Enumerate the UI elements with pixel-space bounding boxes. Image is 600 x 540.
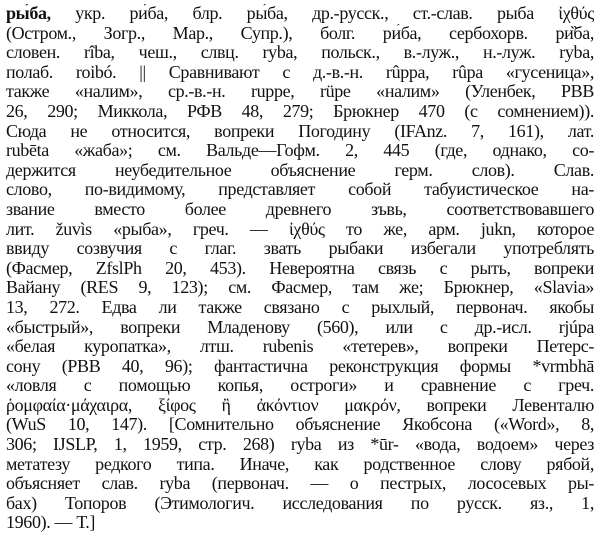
text-line: держится неубедительное объяснение герм. слов). Слав.: [6, 160, 594, 180]
text-line: «белая куропатка», лтш. rubenis «тетерев», вопреки Петерс-: [6, 337, 594, 357]
text-line: (Остром., Зогр., Мар., Супр.), болг. ри́ба, сербохорв. ри̏ба,: [6, 23, 594, 43]
text-line: сону (PBB 40, 96); фантастична реконструкция формы *vrmbhā: [6, 356, 594, 376]
text-line: ввиду созвучия с глаг. звать рыбаки избегали употреблять: [6, 239, 594, 259]
text-line: [6, 4, 594, 24]
text-line: (Фасмер, ZfslPh 20, 453). Невероятна связь с рыть, вопреки: [6, 258, 594, 278]
text-line: метатезу редкого типа. Иначе, как родственное слову рябой,: [6, 454, 594, 474]
text-line: бах) Топоров (Этимологич. исследования по русск. яз., 1,: [6, 493, 594, 513]
text-line: Вайану (RES 9, 123); см. Фасмер, там же; Брюкнер, «Slavia»: [6, 278, 594, 298]
text-line: объясняет слав. ryba (первонач. — о пестрых, лососевых ры-: [6, 474, 594, 494]
text-line: «ловля с помощью копья, остроги» и сравнение с греч.: [6, 376, 594, 396]
text-line: 1960). — Т.]: [6, 513, 95, 533]
text-line: 26, 290; Миккола, РФВ 48, 279; Брюкнер 470 (с сомнением)).: [6, 101, 594, 121]
text-line: слово, по-видимому, представляет собой табуистическое на-: [6, 180, 594, 200]
text-line: 13, 272. Едва ли также связано с рыхлый, первонач. якобы: [6, 297, 594, 317]
text-line: «быстрый», вопреки Младенову (560), или с др.-исл. rjúpa: [6, 317, 594, 337]
line-text: укр. ри́ба, блр. ры́ба, др.-русск., ст.-слав. рыба ἰχθύς: [75, 4, 594, 23]
text-line: ῥομφαία·μάχαιρα, ξίφος ἢ ἀκόντιον μακρόν, вопреки Левенталю: [6, 395, 594, 415]
text-line: rubēta «жаба»; см. Вальде—Гофм. 2, 445 (где, однако, со-: [6, 141, 594, 161]
text-line: полаб. roibó. || Сравнивают с д.-в.-н. rûppa, rûpa «гусеница»,: [6, 62, 594, 82]
headword: ры́ба,: [6, 4, 51, 23]
text-line: звание вместо более древнего зъвь, соответствовавшего: [6, 199, 594, 219]
text-line: лит. žuvìs «рыба», греч. — ἰχθύς то же, арм. jukn, которое: [6, 219, 594, 239]
text-line: также «налим», ср.-в.-н. ruppe, rüpe «налим» (Уленбек, PBB: [6, 82, 594, 102]
text-line: 306; IJSLP, 1, 1959, стр. 268) ryba из *ūr- «вода, водоем» через: [6, 435, 594, 455]
text-line: (WuS 10, 147). [Сомнительно объяснение Якобсона («Word», 8,: [6, 415, 594, 435]
text-line: Сюда не относится, вопреки Погодину (IFAnz. 7, 161), лат.: [6, 121, 594, 141]
text-line: словен. rîba, чеш., слвц. ryba, польск., в.-луж., н.-луж. ryba,: [6, 43, 594, 63]
